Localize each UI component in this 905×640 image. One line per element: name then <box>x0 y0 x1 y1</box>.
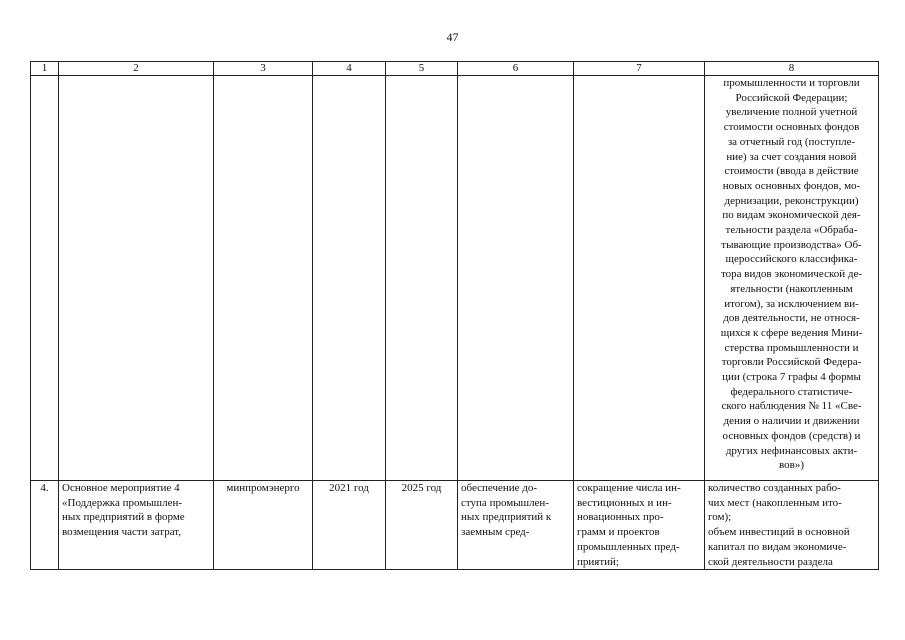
cell-empty <box>313 76 386 481</box>
cell-start-year: 2021 год <box>313 481 386 570</box>
table-row-4 <box>31 481 879 570</box>
text-line: других нефинансовых акти- <box>725 444 858 457</box>
text-line: объем инвестиций в основной <box>708 526 850 539</box>
text-line: ных предприятий к <box>461 511 552 524</box>
text-line: ского наблюдения № 11 «Све- <box>721 400 862 413</box>
cell-empty <box>214 76 313 481</box>
cell-empty <box>59 76 214 481</box>
cell-measure-name <box>59 481 214 570</box>
text-line: итогом), за исключением ви- <box>724 297 859 310</box>
text-line: грамм и проектов <box>577 526 660 539</box>
text-line: промышленных пред- <box>577 540 680 553</box>
text-line: федерального статистиче- <box>730 385 853 398</box>
text-line: ции (строка 7 графы 4 формы <box>722 371 861 384</box>
text-line: ятельности (накопленным <box>730 282 853 295</box>
text-line: возмещения части затрат, <box>62 526 182 539</box>
column-header-2: 2 <box>59 62 214 76</box>
column-header-3: 3 <box>214 62 313 76</box>
text-line: щихся к сфере ведения Мини- <box>720 326 863 339</box>
text-line: приятий; <box>577 555 619 568</box>
text-line: промышленности и торговли <box>723 77 860 89</box>
text-line: Основное мероприятие 4 <box>62 482 180 494</box>
text-line: стоимости основных фондов <box>723 121 860 134</box>
cell-row-number: 4. <box>31 481 59 570</box>
text-line: стерства промышленности и <box>724 341 859 354</box>
text-line: чих мест (накопленным ито- <box>708 496 842 509</box>
text-line: Российской Федерации; <box>735 91 848 104</box>
text-line: обеспечение до- <box>461 482 538 494</box>
cell-indicators <box>705 481 879 570</box>
text-line: щероссийского классифика- <box>725 253 858 266</box>
text-line: количество созданных рабо- <box>708 482 841 494</box>
cell-end-year: 2025 год <box>386 481 458 570</box>
text-line: капитал по видам экономиче- <box>708 540 847 553</box>
text-line: тора видов экономической де- <box>720 268 863 281</box>
cell-empty <box>574 76 705 481</box>
column-header-1: 1 <box>31 62 59 76</box>
cell-empty <box>458 76 574 481</box>
text-line: ных предприятий в форме <box>62 511 185 524</box>
text-line: «Поддержка промышлен- <box>62 496 183 509</box>
text-line: ступа промышлен- <box>461 496 549 509</box>
text-line: ской деятельности раздела <box>708 555 833 568</box>
text-line: новационных про- <box>577 511 664 524</box>
cell-empty <box>31 76 59 481</box>
cell-expected-result <box>458 481 574 570</box>
text-line: вов») <box>779 459 804 472</box>
measures-table <box>30 61 879 570</box>
column-header-8: 8 <box>705 62 879 76</box>
text-line: дения о наличии и движении <box>723 415 860 428</box>
text-line: тывающие производства» Об- <box>721 238 862 251</box>
text-line: сокращение числа ин- <box>577 482 681 494</box>
cell-empty <box>386 76 458 481</box>
column-header-5: 5 <box>386 62 458 76</box>
text-line: торговли Российской Федера- <box>721 356 862 369</box>
cell-responsible: минпромэнерго <box>214 481 313 570</box>
column-header-7: 7 <box>574 62 705 76</box>
column-number-header-row <box>31 62 879 76</box>
table-row-continuation <box>31 76 879 481</box>
text-line: основных фондов (средств) и <box>722 429 861 442</box>
text-line: по видам экономической дея- <box>722 209 861 222</box>
text-line: стоимости (ввода в действие <box>724 165 859 178</box>
column-header-6: 6 <box>458 62 574 76</box>
text-line: тельности раздела «Обраба- <box>725 224 858 237</box>
column-header-4: 4 <box>313 62 386 76</box>
text-line: гом); <box>708 511 732 524</box>
page-number: 47 <box>446 30 459 44</box>
cell-indicators-continued <box>705 76 879 481</box>
text-line: заемным сред- <box>461 526 530 539</box>
text-line: дов деятельности, не относя- <box>723 312 860 325</box>
text-line: увеличение полной учетной <box>725 106 858 119</box>
text-line: за отчетный год (поступле- <box>727 135 856 148</box>
text-line: ние) за счет создания новой <box>726 150 857 163</box>
text-line: дернизации, реконструкции) <box>724 194 859 207</box>
text-line: новых основных фондов, мо- <box>722 179 861 192</box>
text-line: вестиционных и ин- <box>577 496 672 509</box>
cell-consequences <box>574 481 705 570</box>
